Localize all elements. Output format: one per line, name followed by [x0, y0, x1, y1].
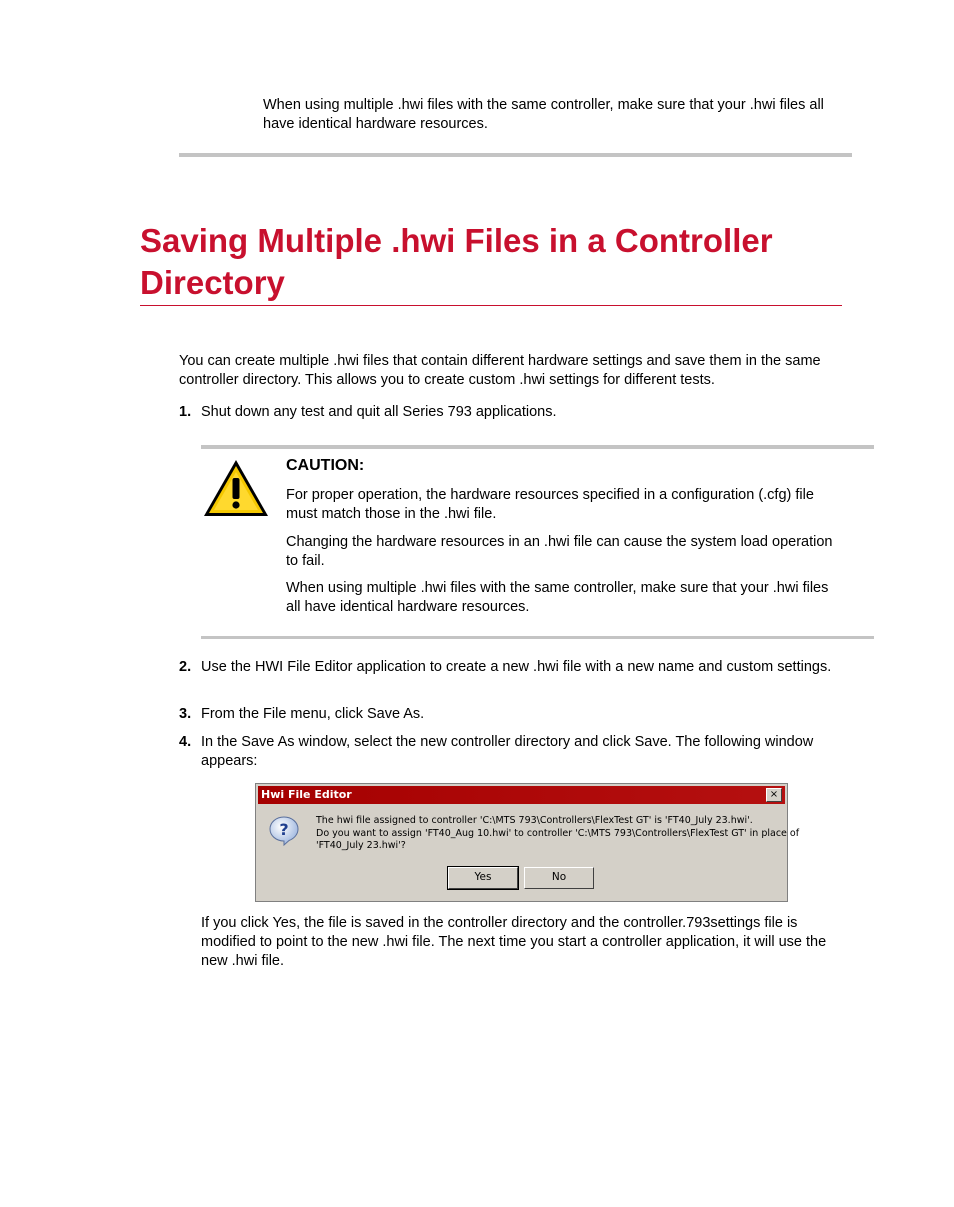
dialog-message: [316, 815, 800, 853]
yes-button[interactable]: Yes: [448, 867, 518, 889]
page-title: Saving Multiple .hwi Files in a Controller Directory: [140, 222, 773, 301]
warning-triangle-icon: [201, 456, 271, 520]
caution-bottom-rule: [201, 636, 874, 639]
step-number: 2.: [179, 659, 192, 675]
top-note: When using multiple .hwi files with the same controller, make sure that your .hwi files all have identical hardware resources.: [263, 97, 824, 132]
dialog-titlebar[interactable]: [258, 786, 785, 804]
intro-paragraph: You can create multiple .hwi files that contain different hardware settings and save them in the same controller directory. This allows you to create custom .hwi settings for different tests.: [179, 353, 821, 388]
dialog-message-line: 'FT40_July 23.hwi'?: [316, 840, 406, 851]
step-number: 4.: [179, 734, 192, 750]
step-text: Shut down any test and quit all Series 793 applications.: [201, 404, 557, 420]
title-underline: [140, 305, 842, 306]
dialog-message-line: The hwi file assigned to controller 'C:\MTS 793\Controllers\FlexTest GT' is 'FT40_July 23.hwi'.: [316, 815, 753, 826]
dialog-message-line: Do you want to assign 'FT40_Aug 10.hwi' to controller 'C:\MTS 793\Controllers\FlexTest GT' in place of: [316, 827, 800, 839]
step-text: From the File menu, click Save As.: [201, 706, 425, 722]
dialog-title: Hwi File Editor: [261, 788, 352, 801]
caution-paragraph: Changing the hardware resources in an .hwi file can cause the system load operation to fail.: [286, 534, 833, 569]
no-button[interactable]: No: [524, 867, 594, 889]
step-number: 3.: [179, 706, 192, 722]
question-icon: [268, 815, 300, 847]
step-number: 1.: [179, 404, 192, 420]
caution-paragraph: When using multiple .hwi files with the same controller, make sure that your .hwi files all have identical hardware resources.: [286, 580, 829, 615]
close-icon[interactable]: ×: [766, 788, 782, 802]
result-paragraph: If you click Yes, the file is saved in the controller directory and the controller.793settings file is modified to point to the new .hwi file. The next time you start a controller application, it will use the new .hwi file.: [201, 915, 827, 969]
step-text: In the Save As window, select the new controller directory and click Save. The following window appears:: [201, 734, 814, 769]
svg-text:?: ?: [279, 820, 289, 839]
hwi-editor-dialog: [255, 783, 800, 902]
step-text: Use the HWI File Editor application to create a new .hwi file with a new name and custom settings.: [201, 659, 832, 675]
caution-title: CAUTION:: [286, 457, 365, 474]
caution-paragraph: For proper operation, the hardware resources specified in a configuration (.cfg) file must match those in the .hwi file.: [286, 487, 814, 522]
top-divider: [179, 153, 852, 157]
caution-top-rule: [201, 445, 874, 449]
